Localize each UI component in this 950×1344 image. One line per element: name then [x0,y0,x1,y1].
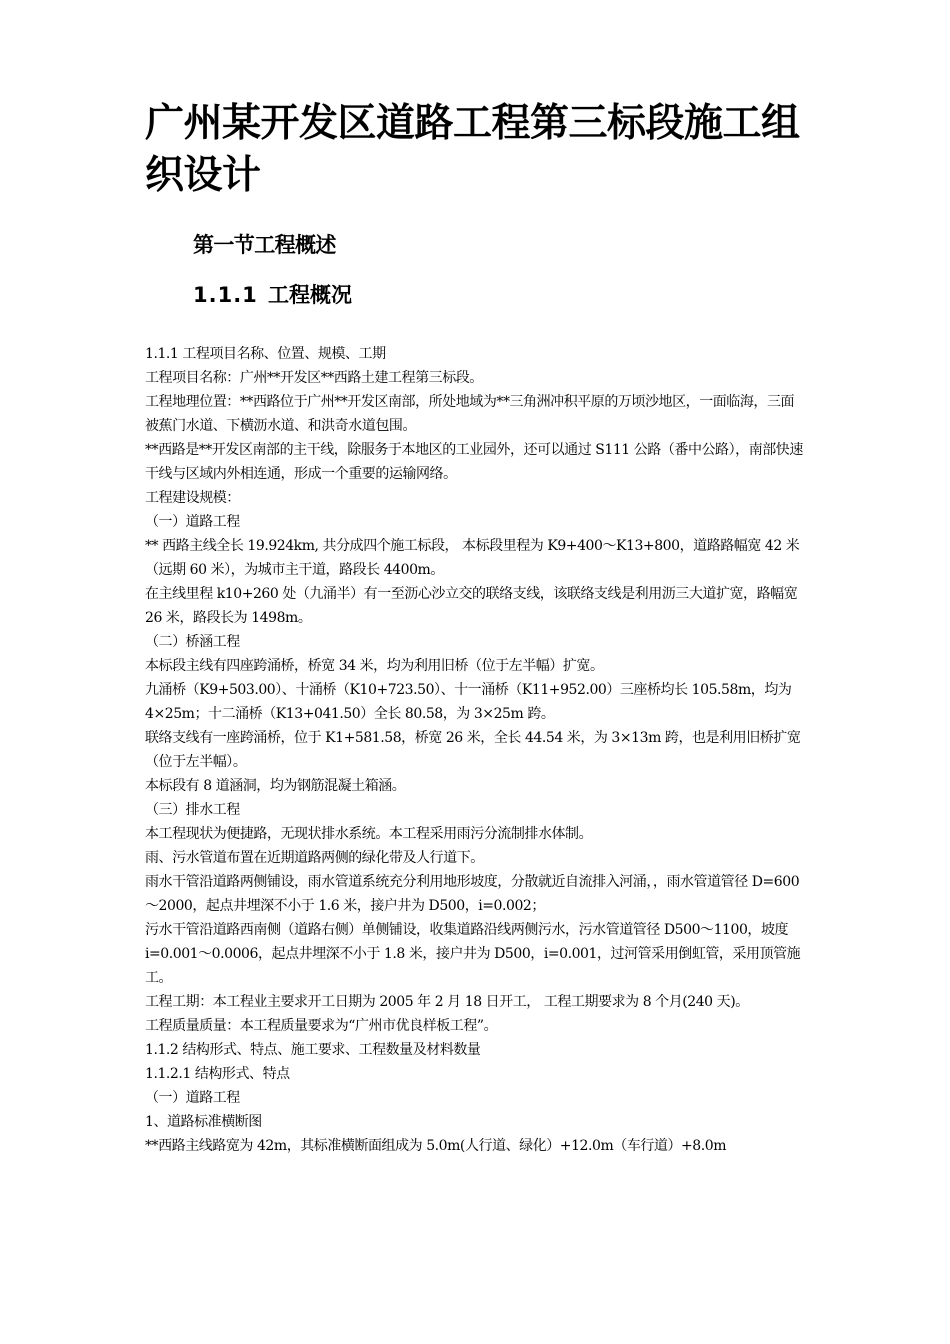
paragraph: 1.1.2 结构形式、特点、施工要求、工程数量及材料数量 [145,1042,481,1058]
paragraph: 1.1.2.1 结构形式、特点 [145,1066,290,1082]
paragraph: 工程工期：本工程业主要求开工日期为 2005 年 2 月 18 日开工， 工程工期要求为 8 个月(240 天)。 [145,994,749,1010]
paragraph: 联络支线有一座跨涌桥，位于 K1+581.58，桥宽 26 米，全长 44.54 米，为 3×13m 跨，也是利用旧桥扩宽（位于左半幅）。 [145,730,801,770]
paragraph: （一）道路工程 [145,1090,240,1106]
paragraph: 污水干管沿道路西南侧（道路右侧）单侧铺设，收集道路沿线两侧污水，污水管道管径 D500～1100，坡度 i=0.001～0.0006，起点井埋深不小于 1.8 米，接户井为 D500，i=0.001，过河管采用倒虹管，采用顶管施工。 [145,922,801,986]
paragraph: 工程项目名称：广州**开发区**西路土建工程第三标段。 [145,370,483,386]
document-title: 广州某开发区道路工程第三标段施工组织设计 [145,101,800,198]
section-heading: 第一节工程概述 [193,233,336,257]
paragraph: **西路主线路宽为 42m，其标准横断面组成为 5.0m(人行道、绿化）+12.0m（车行道）+8.0m [145,1138,727,1154]
paragraph: 雨水干管沿道路两侧铺设，雨水管道系统充分利用地形坡度，分散就近自流排入河涌，，雨水管道管径 D=600～2000，起点井埋深不小于 1.6 米，接户井为 D500，i=0.002； [145,874,800,914]
paragraph: 1、道路标准横断图 [145,1114,262,1130]
paragraph: 九涌桥（K9+503.00）、十涌桥（K10+723.50）、十一涌桥（K11+952.00）三座桥均长 105.58m，均为 4×25m；十二涌桥（K13+041.50）全长 80.58，为 3×25m 跨。 [145,682,792,722]
paragraph: ** 西路主线全长 19.924km, 共分成四个施工标段， 本标段里程为 K9+400～K13+800，道路路幅宽 42 米（远期 60 米），为城市主干道，路段长 4400m。 [145,538,800,578]
paragraph: 雨、污水管道布置在近期道路两侧的绿化带及人行道下。 [145,850,484,866]
subsection-number: 1.1.1 [193,283,258,307]
paragraph: 在主线里程 k10+260 处（九涌半）有一至沥心沙立交的联络支线，该联络支线是利用沥三大道扩宽，路幅宽 26 米，路段长为 1498m。 [145,586,798,626]
subsection-heading [193,282,352,308]
paragraph: 本标段主线有四座跨涌桥，桥宽 34 米，均为利用旧桥（位于左半幅）扩宽。 [145,658,604,674]
paragraph: **西路是**开发区南部的主干线，除服务于本地区的工业园外，还可以通过 S111 公路（番中公路），南部快速干线与区域内外相连通，形成一个重要的运输网络。 [145,442,803,482]
paragraph: 工程质量质量：本工程质量要求为“广州市优良样板工程”。 [145,1018,498,1034]
paragraph: （三）排水工程 [145,802,240,818]
paragraph: 工程地理位置：**西路位于广州**开发区南部，所处地域为**三角洲冲积平原的万顷沙地区，一面临海，三面被蕉门水道、下横沥水道、和洪奇水道包围。 [145,394,795,434]
paragraph: 1.1.1 工程项目名称、位置、规模、工期 [145,346,386,362]
paragraph: （一）道路工程 [145,514,240,530]
subsection-title: 工程概况 [268,283,352,307]
paragraph: 本工程现状为便捷路，无现状排水系统。本工程采用雨污分流制排水体制。 [145,826,593,842]
paragraph: 工程建设规模： [145,490,240,506]
paragraph: （二）桥涵工程 [145,634,240,650]
document-body [145,342,807,1158]
paragraph: 本标段有 8 道涵洞，均为钢筋混凝土箱涵。 [145,778,406,794]
